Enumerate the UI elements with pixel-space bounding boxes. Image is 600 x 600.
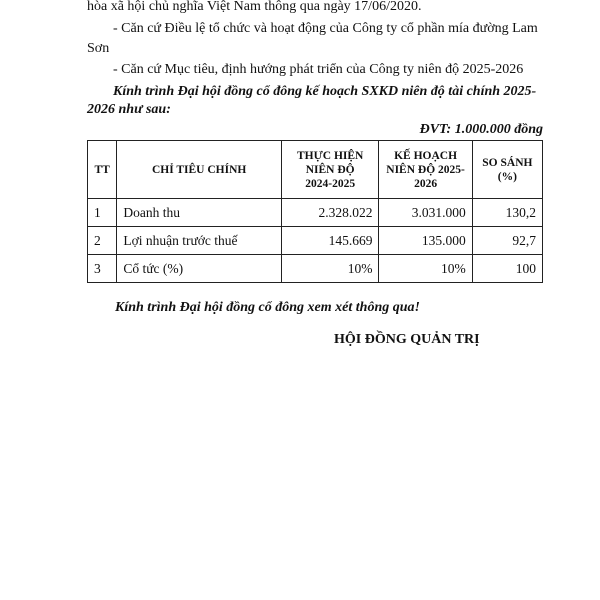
header-plan-line-1: KẾ HOẠCH bbox=[394, 149, 458, 162]
header-plan-line-2: NIÊN ĐỘ 2025- bbox=[386, 163, 465, 176]
table-row bbox=[88, 199, 543, 227]
cell-tt: 1 bbox=[88, 199, 117, 227]
header-name: CHỈ TIÊU CHÍNH bbox=[117, 141, 282, 199]
header-compare bbox=[472, 141, 542, 199]
cell-tt: 2 bbox=[88, 227, 117, 255]
cell-tt: 3 bbox=[88, 255, 117, 283]
header-actual-line-2: NIÊN ĐỘ bbox=[305, 163, 355, 176]
cell-name: Lợi nhuận trước thuế bbox=[117, 227, 282, 255]
proposal-line-2: 2026 như sau: bbox=[87, 102, 171, 117]
intro-line-2: Sơn bbox=[87, 41, 110, 56]
cell-compare: 130,2 bbox=[472, 199, 542, 227]
cell-name: Doanh thu bbox=[117, 199, 282, 227]
intro-line-1: - Căn cứ Điều lệ tổ chức và hoạt động của Công ty cổ phần mía đường Lam bbox=[113, 21, 538, 36]
header-plan bbox=[379, 141, 472, 199]
cell-actual: 145.669 bbox=[281, 227, 379, 255]
business-plan-table bbox=[87, 140, 543, 283]
header-actual-line-3: 2024-2025 bbox=[305, 177, 356, 190]
header-actual bbox=[281, 141, 379, 199]
cell-compare: 100 bbox=[472, 255, 542, 283]
header-plan-line-3: 2026 bbox=[414, 177, 438, 190]
cell-actual: 2.328.022 bbox=[281, 199, 379, 227]
cell-plan: 135.000 bbox=[379, 227, 472, 255]
cell-plan: 3.031.000 bbox=[379, 199, 472, 227]
intro-line-0: hòa xã hội chủ nghĩa Việt Nam thông qua ngày 17/06/2020. bbox=[87, 0, 422, 14]
header-actual-line-1: THỰC HIỆN bbox=[297, 149, 364, 162]
table-header-row bbox=[88, 141, 543, 199]
closing-text: Kính trình Đại hội đồng cổ đông xem xét thông qua! bbox=[115, 300, 420, 315]
cell-actual: 10% bbox=[281, 255, 379, 283]
unit-label: ĐVT: 1.000.000 đồng bbox=[419, 122, 543, 137]
proposal-line-1: Kính trình Đại hội đồng cổ đông kế hoạch SXKD niên độ tài chính 2025- bbox=[113, 84, 537, 99]
header-tt: TT bbox=[88, 141, 117, 199]
table-row bbox=[88, 255, 543, 283]
cell-plan: 10% bbox=[379, 255, 472, 283]
table-row bbox=[88, 227, 543, 255]
header-compare-line-2: (%) bbox=[497, 170, 517, 183]
intro-line-3: - Căn cứ Mục tiêu, định hướng phát triển của Công ty niên độ 2025-2026 bbox=[113, 62, 524, 77]
header-compare-line-1: SO SÁNH bbox=[482, 156, 533, 169]
cell-name: Cổ tức (%) bbox=[117, 255, 282, 283]
signature-title: HỘI ĐỒNG QUẢN TRỊ bbox=[334, 332, 480, 347]
cell-compare: 92,7 bbox=[472, 227, 542, 255]
